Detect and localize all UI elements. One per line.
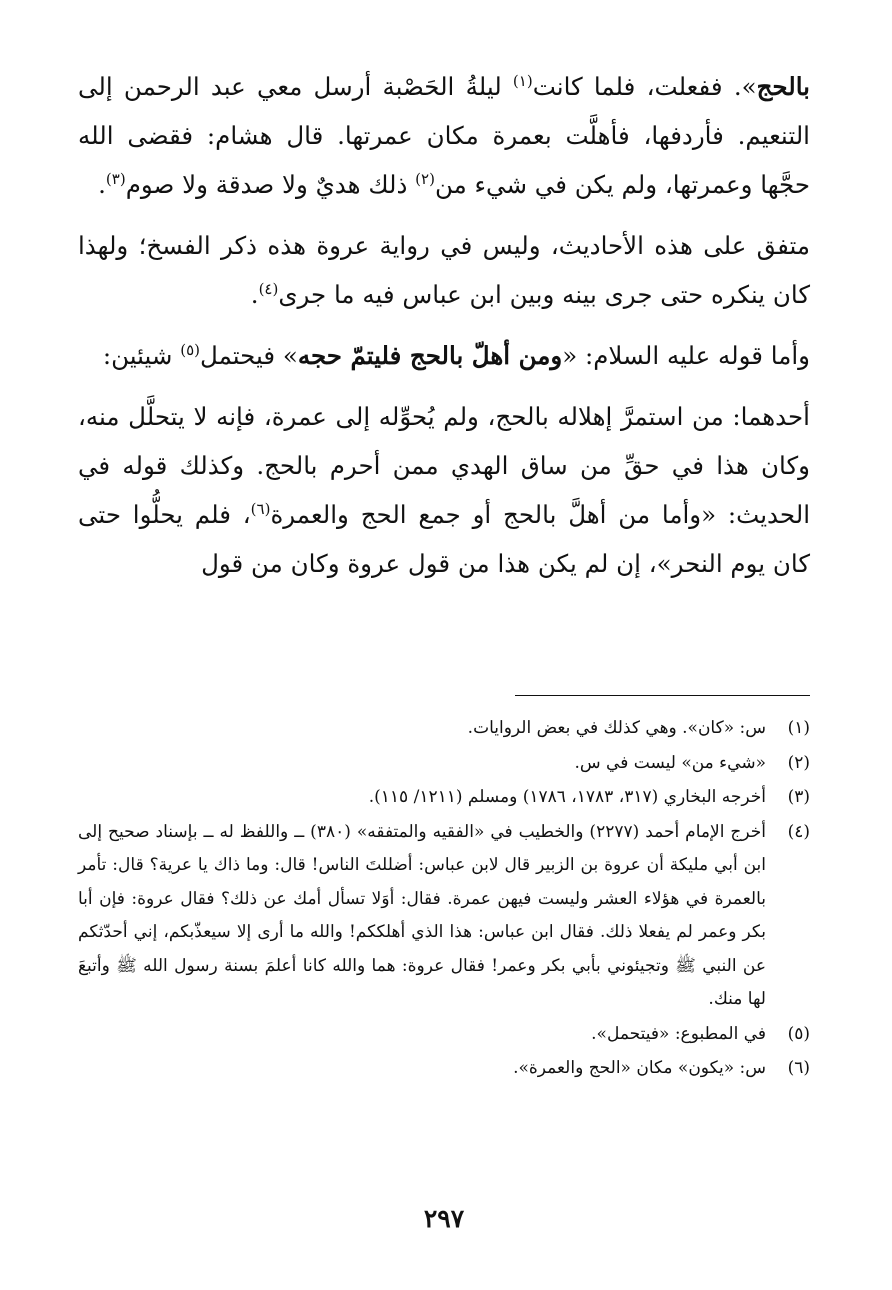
footnote-ref-1[interactable]: (١) [512, 71, 533, 90]
text-span: أحدهما: من استمرَّ إهلاله بالحج، ولم يُحوِّله إلى عمرة، فإنه لا يتحلَّل منه، وكان هذا في حقِّ من ساق الهدي ممن أحرم بالحج. وكذلك قوله في الحديث: «وأما من أهلَّ بالحج أو جمع الحج والعمرة [78, 402, 811, 529]
text-span: ». ففعلت، فلما كانت [532, 72, 757, 101]
footnote-number: (٥) [787, 1023, 810, 1044]
footnote-5 [78, 1018, 810, 1052]
footnote-ref-4[interactable]: (٤) [258, 279, 279, 298]
page-content [78, 62, 810, 1290]
footnote-text: «شيء من» ليست في س. [574, 752, 766, 773]
footnote-3 [78, 781, 810, 815]
page-number: ٢٩٧ [423, 1204, 465, 1233]
text-span: ، فلم يحلُّوا حتى كان يوم النحر»، إن لم يكن هذا من قول عروة وكان من قول [78, 500, 810, 578]
footnote-ref-5[interactable]: (٥) [180, 340, 201, 359]
footnote-separator [515, 695, 810, 696]
footnote-number: (٣) [787, 787, 810, 807]
footnote-number: (٢) [787, 752, 810, 773]
footnote-text: في المطبوع: «فيتحمل». [591, 1023, 766, 1044]
footnote-text: أخرجه البخاري (٣١٧، ١٧٨٣، ١٧٨٦) ومسلم (١٢١١/ ١١٥). [368, 787, 766, 807]
text-span: » فيحتمل [200, 341, 298, 370]
text-span: وأما قوله عليه السلام: « [562, 341, 810, 370]
footnote-ref-3[interactable]: (٣) [105, 169, 126, 188]
footnote-number: (٦) [787, 1058, 810, 1078]
footnote-number: (١) [787, 718, 810, 738]
footnote-number: (٤) [787, 821, 810, 842]
text-span: شيئين: [102, 341, 181, 370]
text-span: ذلك هديٌ ولا صدقة ولا صوم [125, 170, 416, 199]
text-span: . [250, 280, 259, 309]
footnote-4 [78, 816, 810, 1017]
body-paragraph-1 [78, 62, 810, 209]
footnote-1 [78, 712, 810, 746]
body-paragraph-3 [78, 331, 810, 380]
footnote-2 [78, 747, 810, 781]
text-span: ليلةُ الحَصْبة أرسل معي عبد الرحمن إلى التنعيم. فأردفها، فأهلَّت بعمرة مكان عمرتها. قال هشام: فقضى الله حجَّها وعمرتها، ولم يكن في شيء من [78, 72, 810, 199]
text-span: متفق على هذه الأحاديث، وليس في رواية عروة هذه ذكر الفسخ؛ ولهذا كان ينكره حتى جرى بينه وبين ابن عباس فيه ما جرى [78, 231, 810, 309]
footnote-ref-2[interactable]: (٢) [415, 169, 435, 188]
footnote-text: أخرج الإمام أحمد (٢٢٧٧) والخطيب في «الفقيه والمتفقه» (٣٨٠) ــ واللفظ له ــ بإسناد صحيح إلى ابن أبي مليكة أن عروة بن الزبير قال لابن عباس: أضللتَ الناس! قال: وما ذاك يا عرية؟ قال: تأمر بالعمرة في هؤلاء العشر وليست فيهن عمرة. فقال: أوَلا تسأل أمك عن ذلك؟ فقال عروة: فإن أبا بكر وعمر لم يفعلا ذلك. فقال ابن عباس: هذا الذي أهلككم! والله ما أرى إلا سيعذّبكم، إني أحدّثكم عن النبي ﷺ وتجيئوني بأبي بكر وعمر! فقال عروة: هما والله كانا أعلمَ بسنة رسول الله ﷺ وأتبعَ لها منك. [78, 821, 766, 1009]
body-paragraph-2 [78, 221, 810, 319]
body-paragraph-4 [78, 392, 810, 588]
text-span: . [98, 170, 106, 199]
footnote-6 [78, 1052, 810, 1086]
footnotes [78, 712, 810, 1087]
footnote-ref-6[interactable]: (٦) [250, 499, 271, 518]
hadith-quote: ومن أهلّ بالحج فليتمّ حجه [297, 341, 563, 370]
text-span: بالحج [756, 72, 810, 101]
footnote-text: س: «كان». وهي كذلك في بعض الروايات. [467, 718, 766, 738]
footnote-text: س: «يكون» مكان «الحج والعمرة». [513, 1058, 766, 1078]
